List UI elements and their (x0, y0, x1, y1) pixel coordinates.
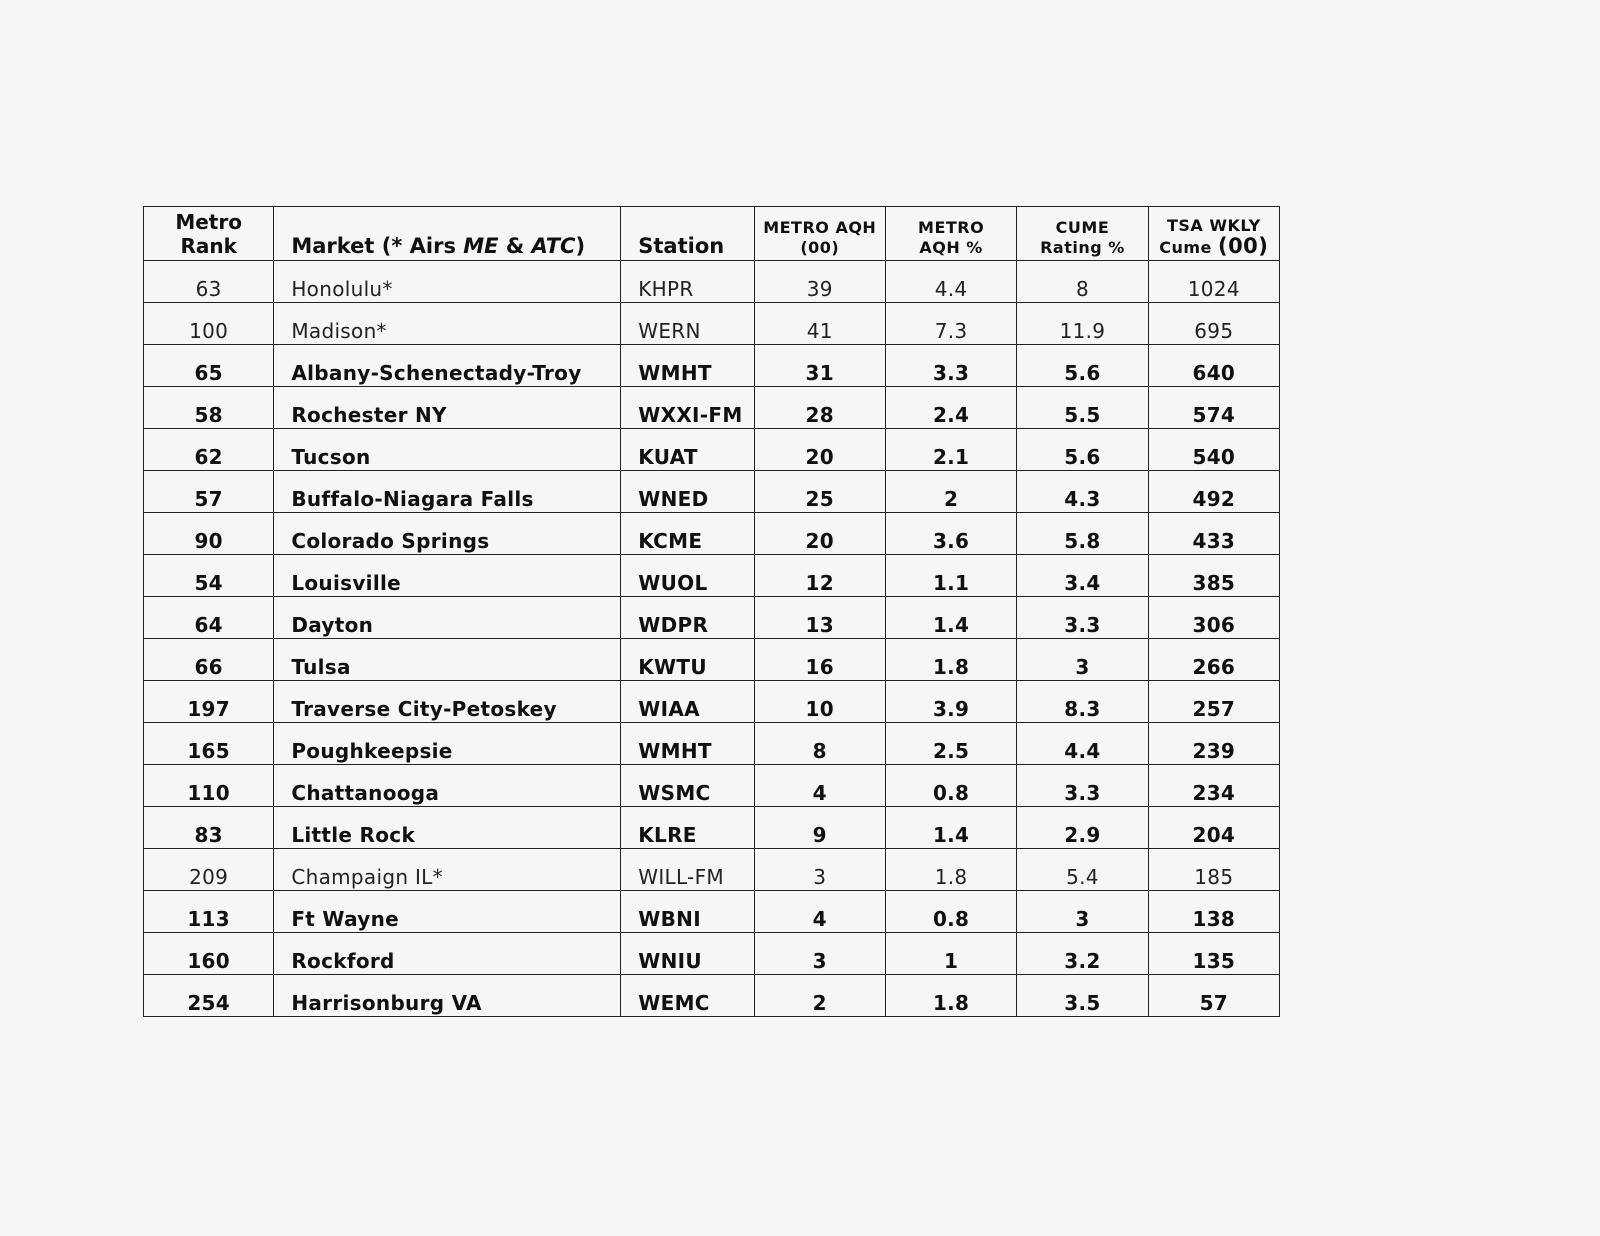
cell-tsa-wkly-cume: 574 (1148, 387, 1279, 429)
table-row (144, 723, 1280, 765)
header-metro-aqh-line1: METRO AQH (763, 218, 877, 237)
cell-metro-aqh: 2 (754, 975, 885, 1017)
table-row (144, 807, 1280, 849)
cell-metro-aqh: 12 (754, 555, 885, 597)
table-row (144, 597, 1280, 639)
header-market-prefix: Market (* Airs (291, 234, 464, 258)
cell-station: WNIU (621, 933, 754, 975)
table-body (144, 261, 1280, 1017)
cell-metro-aqh-pct: 4.4 (885, 261, 1016, 303)
cell-metro-aqh: 25 (754, 471, 885, 513)
cell-market: Rochester NY (274, 387, 621, 429)
cell-metro-aqh: 28 (754, 387, 885, 429)
cell-metro-aqh-pct: 2.5 (885, 723, 1016, 765)
cell-metro-aqh-pct: 0.8 (885, 891, 1016, 933)
cell-metro-rank: 165 (144, 723, 274, 765)
cell-station: WIAA (621, 681, 754, 723)
cell-metro-rank: 57 (144, 471, 274, 513)
cell-cume-rating: 2.9 (1017, 807, 1148, 849)
table-row (144, 933, 1280, 975)
header-station: Station (621, 207, 754, 261)
cell-station: WUOL (621, 555, 754, 597)
cell-metro-aqh: 20 (754, 513, 885, 555)
cell-tsa-wkly-cume: 1024 (1148, 261, 1279, 303)
cell-tsa-wkly-cume: 185 (1148, 849, 1279, 891)
cell-metro-aqh-pct: 3.6 (885, 513, 1016, 555)
cell-tsa-wkly-cume: 433 (1148, 513, 1279, 555)
cell-station: WMHT (621, 723, 754, 765)
cell-metro-aqh: 3 (754, 849, 885, 891)
cell-metro-aqh-pct: 1.8 (885, 849, 1016, 891)
cell-metro-rank: 83 (144, 807, 274, 849)
cell-metro-rank: 254 (144, 975, 274, 1017)
cell-market: Buffalo-Niagara Falls (274, 471, 621, 513)
header-metro-rank (144, 207, 274, 261)
cell-market: Honolulu* (274, 261, 621, 303)
cell-station: WDPR (621, 597, 754, 639)
cell-tsa-wkly-cume: 492 (1148, 471, 1279, 513)
cell-station: WEMC (621, 975, 754, 1017)
cell-metro-aqh-pct: 1.8 (885, 639, 1016, 681)
table-row (144, 387, 1280, 429)
table-row (144, 639, 1280, 681)
cell-station: WMHT (621, 345, 754, 387)
header-cume-line2: Rating % (1040, 238, 1125, 257)
cell-metro-aqh-pct: 3.9 (885, 681, 1016, 723)
header-market-me: ME (463, 234, 499, 258)
cell-cume-rating: 4.3 (1017, 471, 1148, 513)
cell-metro-aqh: 16 (754, 639, 885, 681)
cell-metro-aqh-pct: 3.3 (885, 345, 1016, 387)
header-metro-aqh-pct-line1: METRO (918, 218, 985, 237)
cell-cume-rating: 3.3 (1017, 765, 1148, 807)
header-tsa-line2b: (00) (1217, 234, 1269, 258)
cell-tsa-wkly-cume: 135 (1148, 933, 1279, 975)
cell-metro-rank: 64 (144, 597, 274, 639)
cell-metro-aqh-pct: 2.4 (885, 387, 1016, 429)
cell-station: WNED (621, 471, 754, 513)
table-row (144, 471, 1280, 513)
cell-market: Harrisonburg VA (274, 975, 621, 1017)
cell-market: Colorado Springs (274, 513, 621, 555)
cell-metro-rank: 100 (144, 303, 274, 345)
cell-tsa-wkly-cume: 257 (1148, 681, 1279, 723)
cell-tsa-wkly-cume: 239 (1148, 723, 1279, 765)
cell-metro-aqh: 41 (754, 303, 885, 345)
cell-cume-rating: 11.9 (1017, 303, 1148, 345)
cell-market: Poughkeepsie (274, 723, 621, 765)
cell-metro-rank: 63 (144, 261, 274, 303)
table-row (144, 513, 1280, 555)
cell-cume-rating: 5.8 (1017, 513, 1148, 555)
table-row (144, 303, 1280, 345)
cell-cume-rating: 3.2 (1017, 933, 1148, 975)
cell-tsa-wkly-cume: 540 (1148, 429, 1279, 471)
cell-metro-aqh: 9 (754, 807, 885, 849)
header-tsa-line1: TSA WKLY (1166, 216, 1261, 235)
header-market (274, 207, 621, 261)
cell-cume-rating: 3 (1017, 639, 1148, 681)
table-row (144, 849, 1280, 891)
table-header (144, 207, 1280, 261)
table-row (144, 555, 1280, 597)
header-metro-aqh-pct (885, 207, 1016, 261)
cell-metro-aqh: 20 (754, 429, 885, 471)
cell-metro-rank: 90 (144, 513, 274, 555)
cell-market: Tucson (274, 429, 621, 471)
cell-market: Louisville (274, 555, 621, 597)
cell-cume-rating: 3.3 (1017, 597, 1148, 639)
cell-tsa-wkly-cume: 57 (1148, 975, 1279, 1017)
table-row (144, 681, 1280, 723)
cell-station: WILL-FM (621, 849, 754, 891)
cell-tsa-wkly-cume: 234 (1148, 765, 1279, 807)
cell-cume-rating: 5.5 (1017, 387, 1148, 429)
cell-tsa-wkly-cume: 266 (1148, 639, 1279, 681)
cell-market: Ft Wayne (274, 891, 621, 933)
cell-market: Traverse City-Petoskey (274, 681, 621, 723)
table-row (144, 429, 1280, 471)
cell-metro-rank: 62 (144, 429, 274, 471)
table-row (144, 345, 1280, 387)
cell-metro-rank: 54 (144, 555, 274, 597)
header-market-atc: ATC (531, 234, 576, 258)
cell-tsa-wkly-cume: 138 (1148, 891, 1279, 933)
cell-station: KCME (621, 513, 754, 555)
cell-station: KLRE (621, 807, 754, 849)
cell-cume-rating: 8 (1017, 261, 1148, 303)
cell-metro-rank: 66 (144, 639, 274, 681)
cell-tsa-wkly-cume: 385 (1148, 555, 1279, 597)
cell-metro-aqh: 39 (754, 261, 885, 303)
header-row (144, 207, 1280, 261)
cell-market: Albany-Schenectady-Troy (274, 345, 621, 387)
cell-metro-aqh-pct: 1.8 (885, 975, 1016, 1017)
cell-metro-rank: 197 (144, 681, 274, 723)
cell-station: WXXI-FM (621, 387, 754, 429)
cell-metro-rank: 160 (144, 933, 274, 975)
cell-cume-rating: 3.4 (1017, 555, 1148, 597)
header-market-suffix: ) (575, 234, 586, 258)
cell-metro-aqh-pct: 1 (885, 933, 1016, 975)
header-metro-aqh-line2: (00) (800, 238, 840, 257)
cell-metro-aqh-pct: 7.3 (885, 303, 1016, 345)
cell-metro-rank: 113 (144, 891, 274, 933)
cell-metro-rank: 58 (144, 387, 274, 429)
cell-cume-rating: 3.5 (1017, 975, 1148, 1017)
cell-metro-aqh: 10 (754, 681, 885, 723)
cell-station: WSMC (621, 765, 754, 807)
cell-market: Chattanooga (274, 765, 621, 807)
cell-cume-rating: 5.4 (1017, 849, 1148, 891)
cell-metro-aqh: 31 (754, 345, 885, 387)
cell-market: Madison* (274, 303, 621, 345)
cell-metro-aqh: 4 (754, 891, 885, 933)
header-metro-aqh-pct-line2: AQH % (919, 238, 983, 257)
cell-cume-rating: 5.6 (1017, 429, 1148, 471)
table-row (144, 261, 1280, 303)
cell-metro-rank: 110 (144, 765, 274, 807)
header-cume-line1: CUME (1055, 218, 1110, 237)
header-metro-rank-line2: Rank (180, 234, 237, 258)
cell-market: Rockford (274, 933, 621, 975)
cell-metro-aqh-pct: 2.1 (885, 429, 1016, 471)
cell-tsa-wkly-cume: 695 (1148, 303, 1279, 345)
cell-metro-aqh-pct: 0.8 (885, 765, 1016, 807)
cell-metro-aqh: 8 (754, 723, 885, 765)
header-cume-rating (1017, 207, 1148, 261)
cell-market: Champaign IL* (274, 849, 621, 891)
cell-station: KWTU (621, 639, 754, 681)
table-row (144, 765, 1280, 807)
header-tsa-line2a: Cume (1159, 238, 1218, 257)
cell-metro-aqh-pct: 1.1 (885, 555, 1016, 597)
table-row (144, 891, 1280, 933)
cell-metro-aqh: 4 (754, 765, 885, 807)
cell-market: Tulsa (274, 639, 621, 681)
cell-metro-aqh-pct: 1.4 (885, 807, 1016, 849)
cell-metro-aqh-pct: 2 (885, 471, 1016, 513)
cell-metro-rank: 65 (144, 345, 274, 387)
cell-market: Little Rock (274, 807, 621, 849)
header-tsa-wkly-cume (1148, 207, 1279, 261)
cell-cume-rating: 4.4 (1017, 723, 1148, 765)
cell-metro-aqh: 3 (754, 933, 885, 975)
cell-cume-rating: 3 (1017, 891, 1148, 933)
ratings-table (143, 206, 1280, 1017)
header-metro-rank-line1: Metro (175, 210, 242, 234)
cell-metro-rank: 209 (144, 849, 274, 891)
table-row (144, 975, 1280, 1017)
cell-tsa-wkly-cume: 640 (1148, 345, 1279, 387)
cell-metro-aqh: 13 (754, 597, 885, 639)
cell-station: KUAT (621, 429, 754, 471)
cell-market: Dayton (274, 597, 621, 639)
header-market-amp: & (498, 234, 532, 258)
cell-cume-rating: 5.6 (1017, 345, 1148, 387)
cell-cume-rating: 8.3 (1017, 681, 1148, 723)
cell-tsa-wkly-cume: 306 (1148, 597, 1279, 639)
cell-station: WERN (621, 303, 754, 345)
cell-station: KHPR (621, 261, 754, 303)
header-metro-aqh (754, 207, 885, 261)
cell-metro-aqh-pct: 1.4 (885, 597, 1016, 639)
cell-tsa-wkly-cume: 204 (1148, 807, 1279, 849)
cell-station: WBNI (621, 891, 754, 933)
